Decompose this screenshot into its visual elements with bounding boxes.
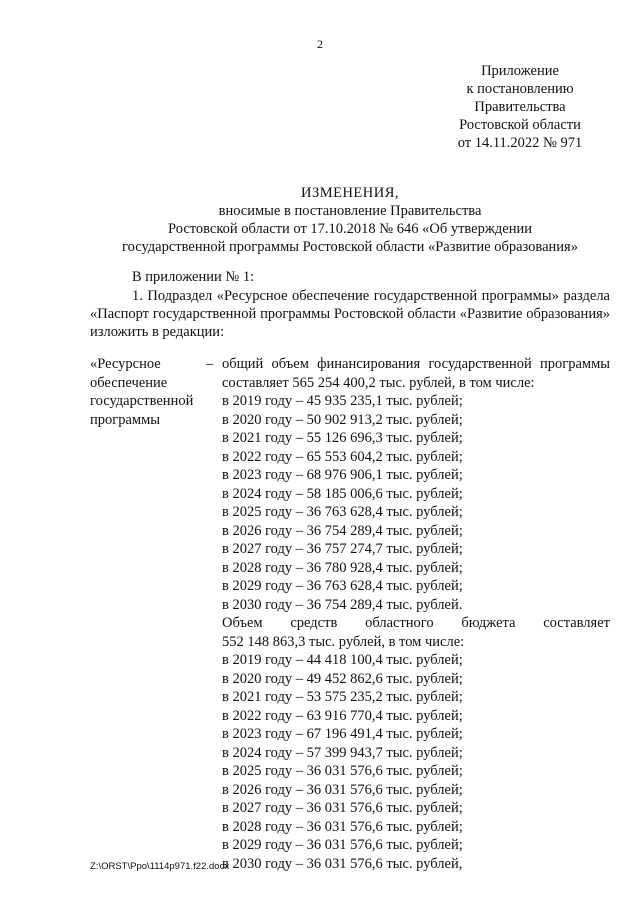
regional-year-line: в 2028 году – 36 031 576,6 тыс. рублей;	[222, 818, 463, 835]
appendix-line: Ростовской области	[459, 117, 581, 133]
appendix-line: Правительства	[474, 99, 566, 115]
total-year-line: в 2020 году – 50 902 913,2 тыс. рублей;	[222, 411, 463, 428]
dash-separator: –	[206, 356, 214, 372]
regional-year-line: в 2021 году – 53 575 235,2 тыс. рублей;	[222, 689, 463, 705]
total-year-line: в 2024 году – 58 185 006,6 тыс. рублей;	[222, 485, 463, 502]
resource-label-line: «Ресурсное	[90, 356, 161, 372]
total-year-line: в 2027 году – 36 757 274,7 тыс. рублей;	[222, 541, 463, 557]
appendix-line: к постановлению	[466, 81, 574, 97]
regional-line-2: 552 148 863,3 тыс. рублей, в том числе:	[222, 633, 465, 650]
total-line-2: составляет 565 254 400,2 тыс. рублей, в том числе:	[222, 374, 535, 391]
regional-year-line: в 2026 году – 36 031 576,6 тыс. рублей;	[222, 781, 463, 798]
appendix-line: от 14.11.2022 № 971	[457, 135, 583, 151]
document-title	[60, 184, 640, 256]
total-year-line: в 2030 году – 36 754 289,4 тыс. рублей.	[222, 596, 463, 613]
total-year-line: в 2025 году – 36 763 628,4 тыс. рублей;	[222, 504, 463, 520]
total-year-line: в 2019 году – 45 935 235,1 тыс. рублей;	[222, 393, 463, 409]
regional-line-1: Объем средств областного бюджета составляет	[222, 615, 610, 631]
regional-year-line: в 2029 году – 36 031 576,6 тыс. рублей;	[222, 837, 463, 853]
appendix-block	[430, 62, 610, 152]
file-path-footer: Z:\ORST\Ppo\1114p971.f22.docx	[90, 861, 230, 872]
regional-year-line: в 2023 году – 67 196 491,4 тыс. рублей;	[222, 726, 463, 742]
resource-label	[90, 355, 214, 429]
total-year-line: в 2021 году – 55 126 696,3 тыс. рублей;	[222, 430, 463, 446]
total-year-line: в 2028 году – 36 780 928,4 тыс. рублей;	[222, 559, 463, 576]
resource-label-line: обеспечение	[90, 374, 168, 391]
regional-year-line: в 2020 году – 49 452 862,6 тыс. рублей;	[222, 670, 463, 687]
item-one-paragraph: 1. Подраздел «Ресурсное обеспечение государственной программы» раздела «Паспорт государственной программы Ростовской области «Развитие образования» изложить в редакции:	[90, 288, 610, 340]
regional-year-line: в 2024 году – 57 399 943,7 тыс. рублей;	[222, 744, 463, 761]
total-year-line: в 2029 году – 36 763 628,4 тыс. рублей;	[222, 578, 463, 594]
total-line-1: общий объем финансирования государственной программы	[222, 356, 610, 372]
title-line: вносимые в постановление Правительства	[218, 203, 482, 219]
page-number: 2	[317, 37, 323, 51]
resource-values	[222, 355, 610, 873]
resource-label-line: государственной	[90, 393, 194, 409]
regional-year-line: в 2027 году – 36 031 576,6 тыс. рублей;	[222, 800, 463, 816]
regional-year-line: в 2030 году – 36 031 576,6 тыс. рублей,	[222, 855, 463, 872]
intro-text: В приложении № 1:	[132, 269, 255, 285]
resource-label-line: программы	[90, 411, 160, 428]
appendix-line: Приложение	[481, 63, 559, 79]
title-heading: ИЗМЕНЕНИЯ,	[300, 185, 400, 201]
total-year-line: в 2026 году – 36 754 289,4 тыс. рублей;	[222, 522, 463, 539]
regional-year-line: в 2025 году – 36 031 576,6 тыс. рублей;	[222, 763, 463, 779]
total-year-line: в 2022 году – 65 553 604,2 тыс. рублей;	[222, 448, 463, 465]
title-line: Ростовской области от 17.10.2018 № 646 «Об утверждении	[168, 221, 532, 237]
regional-year-line: в 2019 году – 44 418 100,4 тыс. рублей;	[222, 652, 463, 668]
total-year-line: в 2023 году – 68 976 906,1 тыс. рублей;	[222, 467, 463, 483]
regional-year-line: в 2022 году – 63 916 770,4 тыс. рублей;	[222, 707, 463, 724]
title-line: государственной программы Ростовской области «Развитие образования»	[122, 239, 578, 255]
